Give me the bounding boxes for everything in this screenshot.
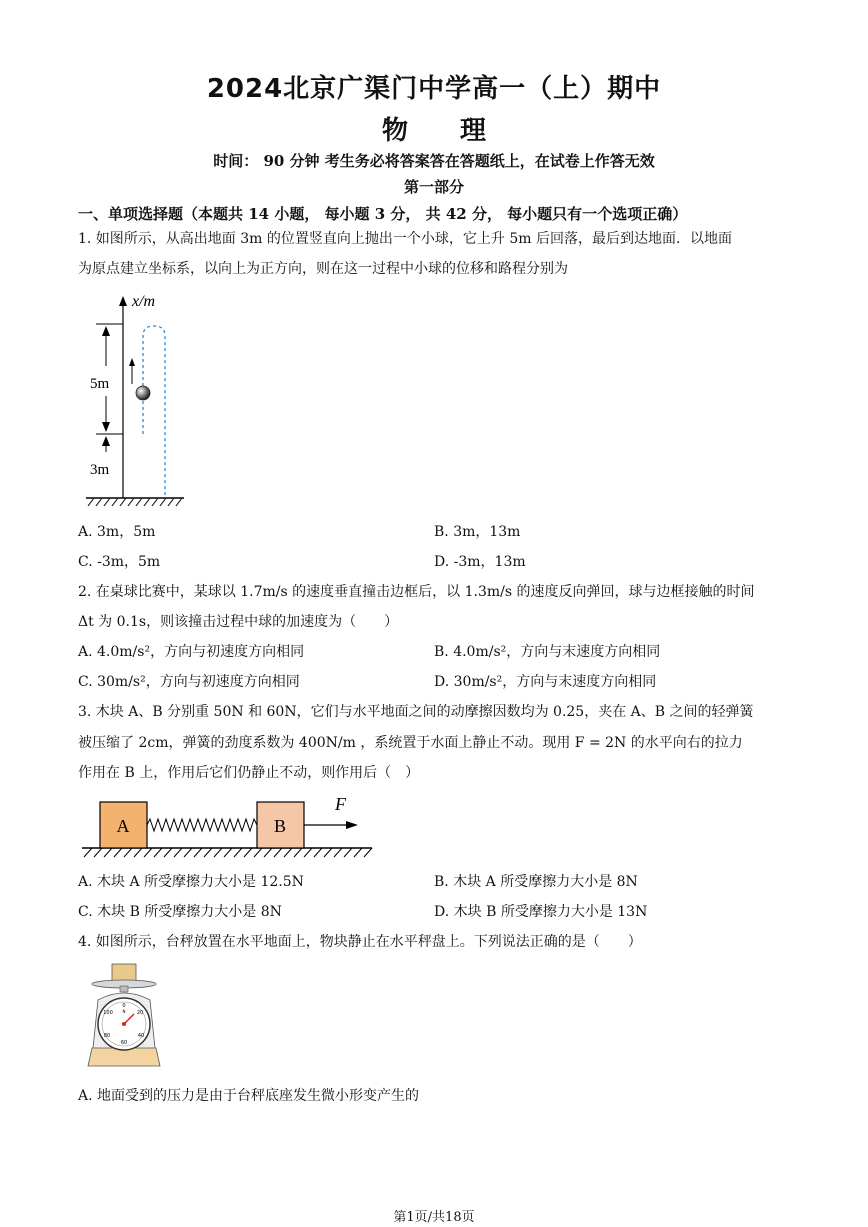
q2-option-d: D. 30m/s²，方向与末速度方向相同 (434, 674, 657, 690)
q3-figure (80, 790, 375, 862)
q4-text-line1: 4. 如图所示，台秤放置在水平地面上，物块静止在水平秤盘上。下列说法正确的是（ ） (78, 934, 642, 950)
block-a-label: A (116, 816, 130, 836)
q3-text-line1: 3. 木块 A、B 分别重 50N 和 60N，它们与水平地面之间的动摩擦因数均为 0.25，夹在 A、B 之间的轻弹簧 (78, 704, 754, 720)
q1-text-line1: 1. 如图所示，从高出地面 3m 的位置竖直向上抛出一个小球，它上升 5m 后回落，最后到达地面．以地面 (78, 231, 732, 247)
svg-text:80: 80 (103, 1033, 111, 1039)
q2-text-line1: 2. 在桌球比赛中，某球以 1.7m/s 的速度垂直撞击边框后，以 1.3m/s 的速度反向弹回，球与边框接触的时间 (78, 584, 755, 600)
scale-figure (84, 962, 164, 1070)
q1-option-a: A. 3m，5m (78, 524, 156, 540)
q3-text-line3: 作用在 B 上，作用后它们仍静止不动，则作用后（ ） (78, 765, 420, 781)
block-b-label: B (273, 816, 287, 836)
section-heading: 一、单项选择题（本题共 14 小题， 每小题 3 分， 共 42 分， 每小题只有一个选项正确） (78, 205, 688, 223)
q2-option-c: C. 30m/s²，方向与初速度方向相同 (78, 674, 300, 690)
svg-text:N: N (122, 1009, 126, 1014)
force-label: F (335, 794, 346, 814)
exam-notice: 时间： 90 分钟 考生务必将答案答在答题纸上，在试卷上作答无效 (213, 152, 655, 170)
q4-option-a: A. 地面受到的压力是由于台秤底座发生微小形变产生的 (78, 1088, 420, 1104)
q3-option-a: A. 木块 A 所受摩擦力大小是 12.5N (78, 874, 304, 890)
q1-option-d: D. -3m，13m (434, 554, 526, 570)
q1-label-3m: 3m (90, 462, 110, 478)
page-footer: 第1页/共18页 (393, 1210, 475, 1225)
svg-text:0: 0 (122, 1003, 126, 1009)
q1-figure (80, 288, 210, 513)
q2-option-b: B. 4.0m/s²，方向与末速度方向相同 (434, 644, 661, 660)
q1-label-5m: 5m (90, 376, 110, 392)
q2-option-a: A. 4.0m/s²，方向与初速度方向相同 (78, 644, 305, 660)
svg-text:100: 100 (103, 1010, 113, 1016)
q1-axis-label: x/m (132, 293, 156, 310)
q1-text-line2: 为原点建立坐标系，以向上为正方向，则在这一过程中小球的位移和路程分别为 (78, 261, 568, 277)
q3-option-c: C. 木块 B 所受摩擦力大小是 8N (78, 904, 282, 920)
svg-text:20: 20 (136, 1010, 144, 1016)
q1-option-b: B. 3m，13m (434, 524, 521, 540)
subject-title: 物 理 (381, 116, 486, 146)
ball-icon (136, 386, 150, 400)
part-title: 第一部分 (403, 178, 464, 196)
svg-text:40: 40 (137, 1033, 145, 1039)
spring (147, 819, 257, 831)
q2-text-line2: Δt 为 0.1s，则该撞击过程中球的加速度为（ ） (78, 614, 399, 630)
q3-option-b: B. 木块 A 所受摩擦力大小是 8N (434, 874, 638, 890)
q3-text-line2: 被压缩了 2cm，弹簧的劲度系数为 400N/m ，系统置于水面上静止不动。现用 F = 2N 的水平向右的拉力 (78, 735, 743, 751)
exam-title: 2024北京广渠门中学高一（上）期中 (206, 74, 662, 104)
svg-text:60: 60 (120, 1040, 128, 1046)
q3-option-d: D. 木块 B 所受摩擦力大小是 13N (434, 904, 648, 920)
weight-block (112, 964, 136, 982)
q1-option-c: C. -3m，5m (78, 554, 161, 570)
